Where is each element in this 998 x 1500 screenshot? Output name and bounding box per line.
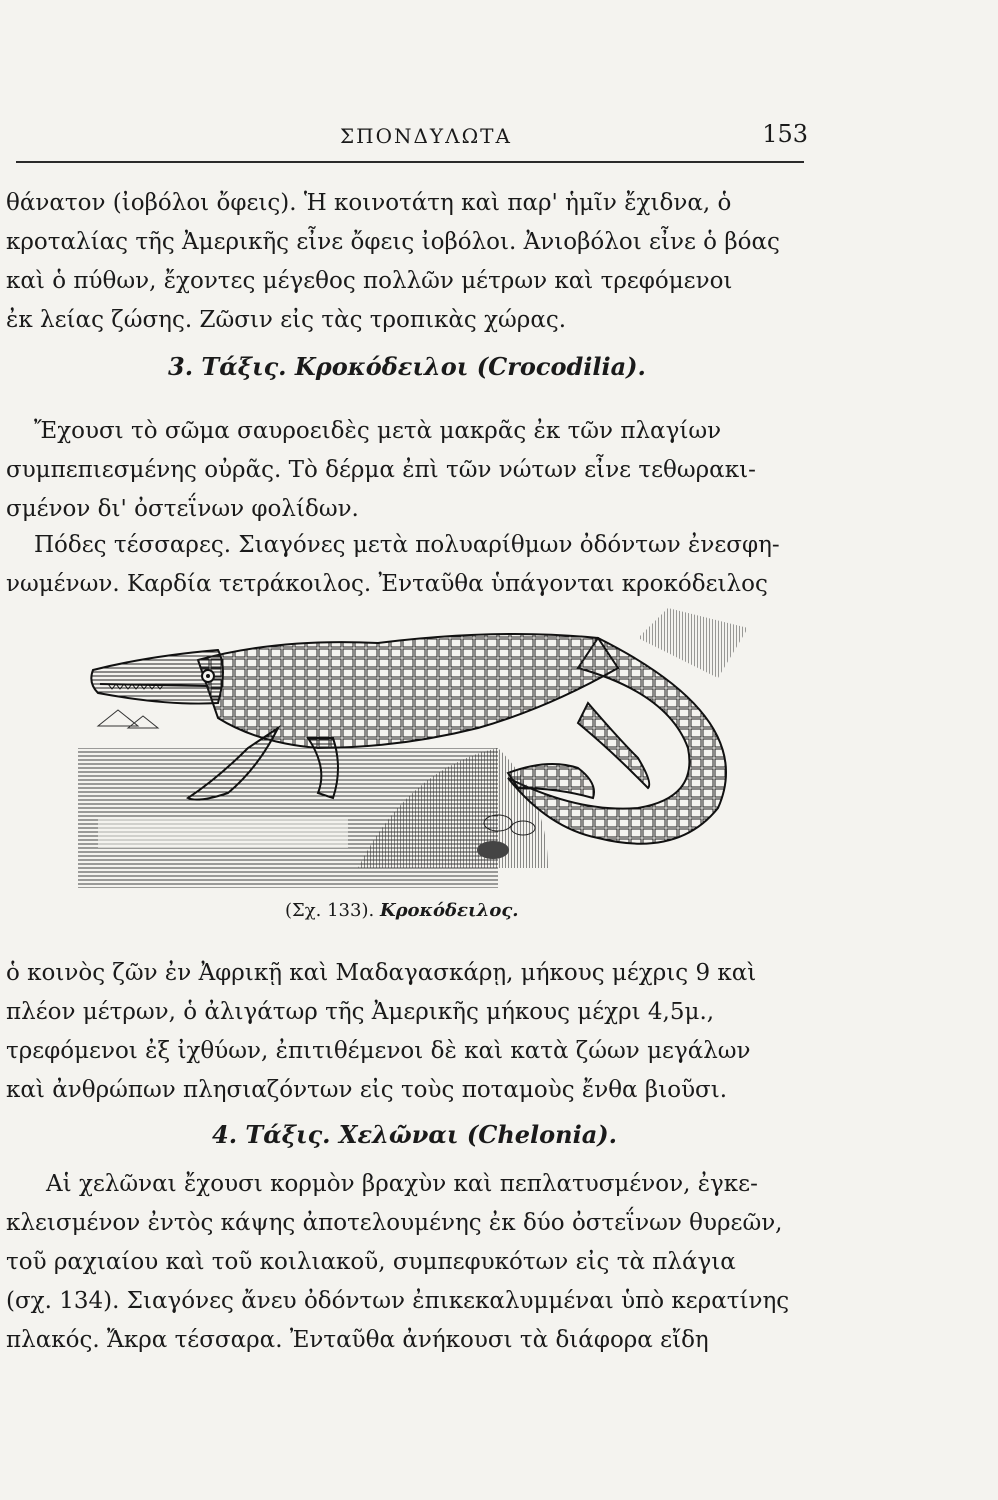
figure-caption bbox=[285, 900, 519, 921]
section-heading-crocodilia: 3. Τάξις. Κροκόδειλοι (Crocodilia). bbox=[168, 352, 646, 381]
running-head: ΣΠΟΝΔΥΛΩΤΑ bbox=[340, 124, 512, 148]
paragraph-turtles bbox=[6, 1165, 806, 1360]
text-line: (σχ. 134). Σιαγόνες ἄνευ ὀδόντων ἐπικεκαλυμμέναι ὑπὸ κερατίνης bbox=[6, 1288, 790, 1314]
crocodile-figure bbox=[78, 598, 748, 898]
text-line: κλεισμένον ἐντὸς κάψης ἀποτελουμένης ἐκ δύο ὀστεΐνων θυρεῶν, bbox=[6, 1210, 783, 1236]
header-rule bbox=[16, 161, 804, 163]
text-line: κροταλίας τῆς Ἀμερικῆς εἶνε ὄφεις ἰοβόλοι. Ἀνιοβόλοι εἶνε ὁ βόας bbox=[6, 229, 780, 255]
text-line: Πόδες τέσσαρες. Σιαγόνες μετὰ πολυαρίθμων ὀδόντων ἐνεσφη- bbox=[34, 532, 780, 558]
page-number: 153 bbox=[762, 120, 808, 148]
crocodile-icon bbox=[78, 598, 748, 898]
text-line: καὶ ἀνθρώπων πλησιαζόντων εἰς τοὺς ποταμοὺς ἔνθα βιοῦσι. bbox=[6, 1077, 728, 1103]
text-line: ὁ κοινὸς ζῶν ἐν Ἀφρικῇ καὶ Μαδαγασκάρῃ, μήκους μέχρις 9 καὶ bbox=[6, 960, 757, 986]
paragraph-venomous-snakes bbox=[6, 184, 806, 340]
text-line: θάνατον (ἰοβόλοι ὄφεις). Ἡ κοινοτάτη καὶ παρ' ἡμῖν ἔχιδνα, ὁ bbox=[6, 190, 732, 216]
caption-number: (Σχ. 133). bbox=[285, 900, 375, 921]
text-line: Ἔχουσι τὸ σῶμα σαυροειδὲς μετὰ μακρᾶς ἐκ τῶν πλαγίων bbox=[34, 418, 722, 444]
text-line: πλακός. Ἄκρα τέσσαρα. Ἐνταῦθα ἀνήκουσι τὰ διάφορα εἴδη bbox=[6, 1327, 709, 1353]
paragraph-crocodile-features bbox=[6, 526, 806, 604]
text-line: συμπεπιεσμένης οὐρᾶς. Τὸ δέρμα ἐπὶ τῶν νώτων εἶνε τεθωρακι- bbox=[6, 457, 756, 483]
text-line: καὶ ὁ πύθων, ἔχοντες μέγεθος πολλῶν μέτρων καὶ τρεφόμενοι bbox=[6, 268, 733, 294]
text-line: Αἱ χελῶναι ἔχουσι κορμὸν βραχὺν καὶ πεπλατυσμένον, ἐγκε- bbox=[46, 1171, 758, 1197]
paragraph-crocodile-body bbox=[6, 412, 806, 529]
caption-title: Κροκόδειλος. bbox=[379, 900, 519, 921]
paragraph-crocodile-species bbox=[6, 954, 806, 1110]
text-line: πλέον μέτρων, ὁ ἀλιγάτωρ τῆς Ἀμερικῆς μήκους μέχρι 4,5μ., bbox=[6, 999, 715, 1025]
text-line: νωμένων. Καρδία τετράκοιλος. Ἐνταῦθα ὑπάγονται κροκόδειλος bbox=[6, 571, 768, 597]
text-line: σμένον δι' ὀστεΐνων φολίδων. bbox=[6, 496, 359, 522]
text-line: τοῦ ραχιαίου καὶ τοῦ κοιλιακοῦ, συμπεφυκότων εἰς τὰ πλάγια bbox=[6, 1249, 736, 1275]
text-line: τρεφόμενοι ἐξ ἰχθύων, ἐπιτιθέμενοι δὲ καὶ κατὰ ζώων μεγάλων bbox=[6, 1038, 751, 1064]
text-line: ἐκ λείας ζώσης. Ζῶσιν εἰς τὰς τροπικὰς χώρας. bbox=[6, 307, 567, 333]
page-header bbox=[0, 118, 998, 158]
section-heading-chelonia: 4. Τάξις. Χελῶναι (Chelonia). bbox=[212, 1120, 617, 1149]
